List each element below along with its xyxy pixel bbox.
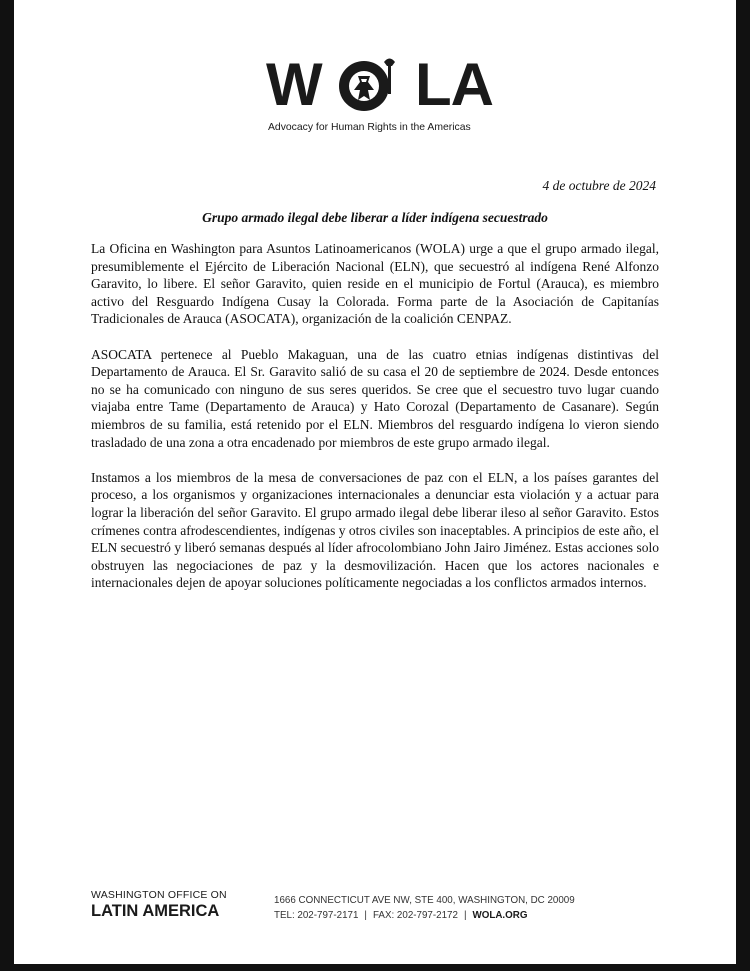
paragraph-3: Instamos a los miembros de la mesa de conversaciones de paz con el ELN, a los países garantes del proceso, a los organismos y organizaciones internacionales a denunciar esta violación y a actuar para lograr la liberación del señor Garavito. El grupo armado ilegal debe liberar ileso al señor Garavito. Estos crímenes contra afrodescendientes, indígenas y otros civiles son inaceptables. A principios de este año, el ELN secuestró y liberó semanas después al líder afrocolombiano John Jairo Jiménez. Estas acciones solo obstruyen las negociaciones de paz y la desmovilización. Hacen que los actores nacionales e internacionales dejen de apoyar soluciones políticamente negociadas a los conflictos armados internos. — [91, 469, 659, 591]
logo-tagline: Advocacy for Human Rights in the Americas — [268, 122, 471, 133]
document-date: 4 de octubre de 2024 — [542, 178, 656, 193]
footer-tel: TEL: 202-797-2171 — [274, 910, 359, 921]
footer-contact — [274, 893, 575, 923]
document-page — [14, 0, 736, 964]
footer-org-line1: WASHINGTON OFFICE ON — [91, 889, 227, 901]
logo-text-w: W — [266, 51, 322, 118]
wola-logo — [266, 50, 506, 140]
document-title: Grupo armado ilegal debe liberar a líder indígena secuestrado — [202, 210, 548, 225]
footer-fax: FAX: 202-797-2172 — [372, 910, 458, 921]
footer-website-link[interactable]: WOLA.ORG — [472, 910, 528, 921]
footer-org-line2: LATIN AMERICA — [91, 902, 220, 920]
wola-emblem-icon — [330, 56, 412, 114]
document-body — [91, 240, 659, 609]
paragraph-1: La Oficina en Washington para Asuntos Latinoamericanos (WOLA) urge a que el grupo armado ilegal, presumiblemente el Ejército de Liberación Nacional (ELN), que secuestró al indígena René Alfonzo Garavito, lo libere. El señor Garavito, quien reside en el municipio de Fortul (Arauca), es miembro activo del Resguardo Indígena Cusay la Colorada. Forma parte de la Asociación de Capitanías Tradicionales de Arauca (ASOCATA), organización de la coalición CENPAZ. — [91, 241, 659, 327]
footer-phone-line — [274, 908, 575, 923]
logo-text-la: LA — [415, 51, 493, 118]
paragraph-2: ASOCATA pertenece al Pueblo Makaguan, una de las cuatro etnias indígenas distintivas del Departamento de Arauca. El Sr. Garavito salió de su casa el 20 de septiembre de 2024. Desde entonces no se ha comunicado con ninguno de sus seres queridos. Se cree que el secuestro tuvo lugar cuando viajaba entre Tame (Departamento de Arauca) y Hato Corozal (Departamento de Casanare). Según miembros de su familia, está retenido por el ELN. Miembros del resguardo indígena lo vieron siendo trasladado de una zona a otra encadenado por miembros de este grupo armado ilegal. — [91, 346, 659, 450]
footer-separator: | — [463, 910, 467, 921]
footer-address: 1666 CONNECTICUT AVE NW, STE 400, WASHINGTON, DC 20009 — [274, 895, 575, 906]
footer-organization — [91, 889, 227, 921]
footer-separator: | — [364, 910, 367, 921]
